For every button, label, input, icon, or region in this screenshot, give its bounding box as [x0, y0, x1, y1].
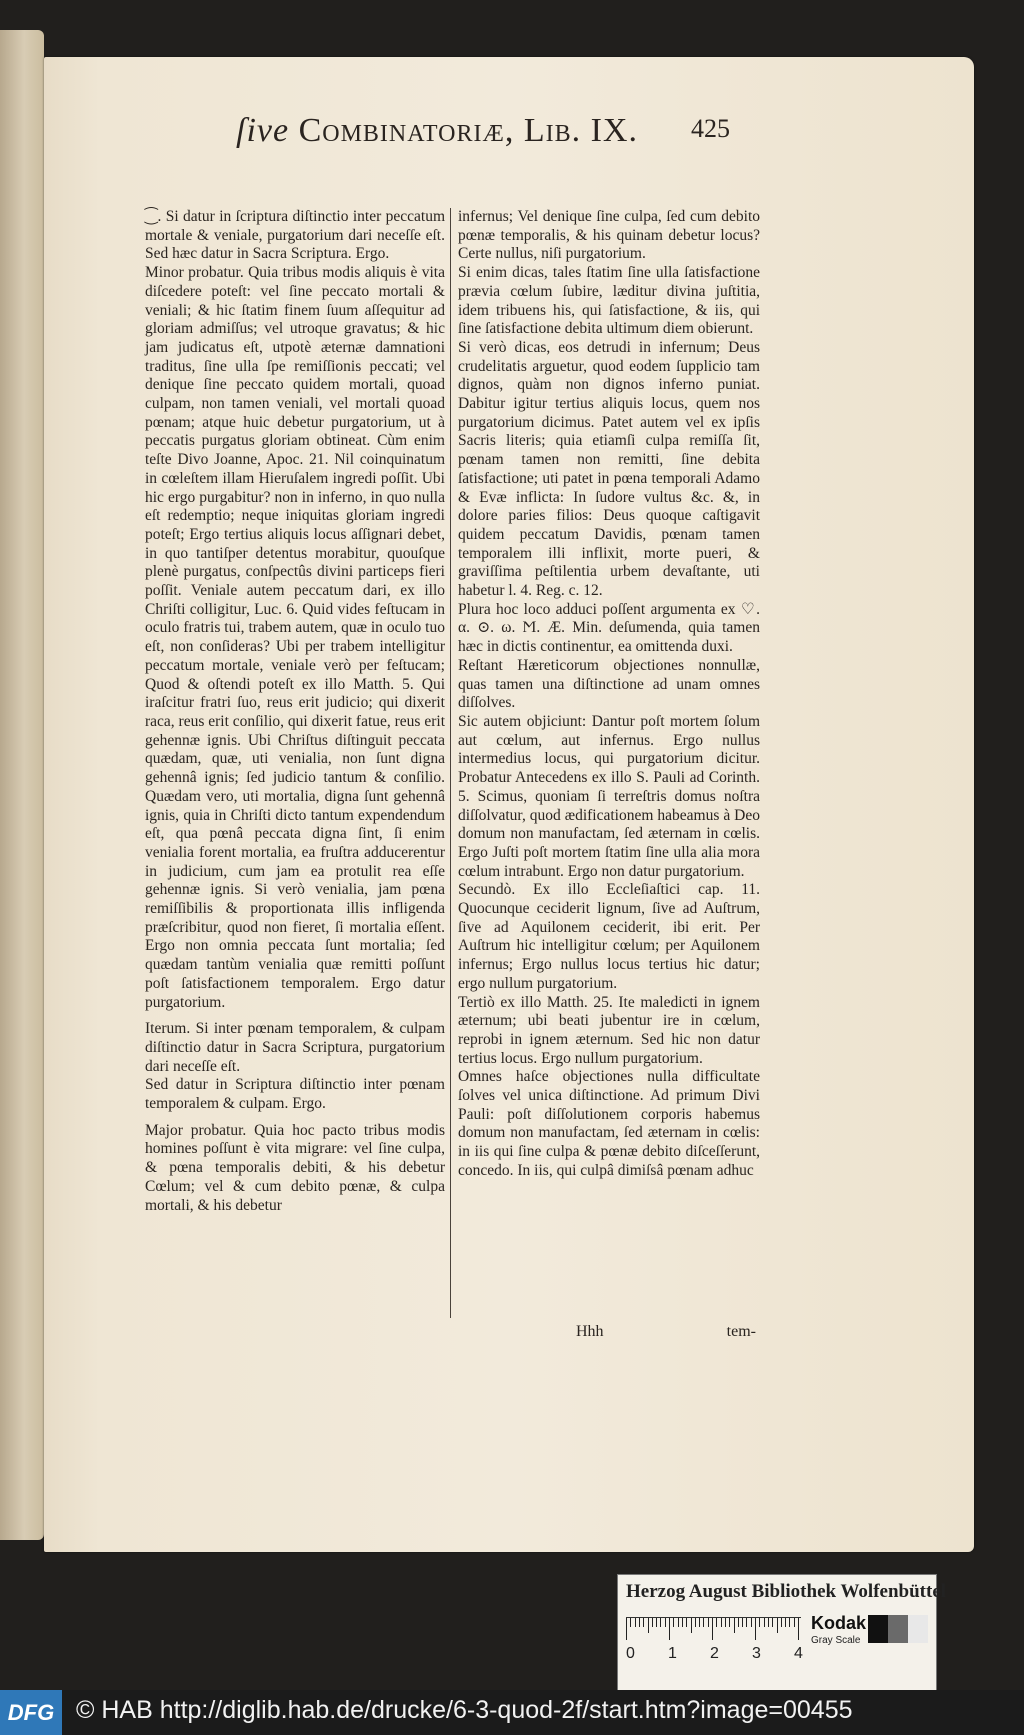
- paragraph: ⁐. Si datur in ſcriptura diſtinctio inter peccatum mortale & veniale, purgatorium dari neceſſe eſt. Sed hæc datur in Sacra Scriptura. Ergo.: [145, 208, 445, 263]
- ruler-tick: [699, 1618, 700, 1627]
- ruler-tick: [703, 1618, 704, 1627]
- ruler-tick: [729, 1618, 730, 1627]
- footer-bar: [0, 1690, 1024, 1735]
- paragraph: Secundò. Ex illo Eccleſiaſtici cap. 11. Quocunque ceciderit lignum, ſive ad Auſtrum, ſive ad Aquilonem ceciderit, ibi erit. Per Auſtrum hic intelligitur cœlum; per Aquilonem infernus; Ergo nullus locus tertius hic datur; ergo nullum purgatorium.: [458, 881, 760, 992]
- scale-number: 2: [710, 1645, 719, 1662]
- gray-patches: [868, 1615, 928, 1643]
- ruler-tick: [785, 1618, 786, 1627]
- ruler-tick: [789, 1618, 790, 1627]
- catchline: [576, 1323, 756, 1345]
- gray-scale-label: Gray Scale: [811, 1635, 861, 1646]
- paragraph: Major probatur. Quia hoc pacto tribus modis homines poſſunt è vita migrare: vel ſine culpa, & pœna temporalis debiti, & his debetur Cœlum; vel & cum debito pœnæ, & culpa mortali, & his debetur: [145, 1121, 445, 1214]
- scale-number: 1: [668, 1645, 677, 1662]
- facing-page-edge: [0, 30, 44, 1540]
- ruler-tick: [716, 1618, 717, 1627]
- dfg-logo: DFG: [0, 1690, 62, 1735]
- scale-numbers: [626, 1645, 806, 1665]
- ruler-tick: [772, 1618, 773, 1627]
- ruler-tick: [721, 1618, 722, 1627]
- paragraph: Tertiò ex illo Matth. 25. Ite maledicti in ignem æternum; ubi beati jubentur ire in cœlum, reprobi in ignem æternum. Sed hic non datur tertius locus. Ergo nullum purgatorium.: [458, 993, 760, 1067]
- ruler-tick: [673, 1618, 674, 1627]
- paragraph: infernus; Vel denique ſine culpa, ſed cum debito pœnæ temporalis, & his quinam debetur locus? Certe nullus, niſi purgatorium.: [458, 208, 760, 263]
- ruler-tick: [759, 1618, 760, 1627]
- ruler-tick: [781, 1618, 782, 1627]
- scale-number: 3: [752, 1645, 761, 1662]
- running-head: [236, 112, 638, 150]
- ruler-tick: [695, 1618, 696, 1627]
- ruler-tick: [635, 1618, 636, 1627]
- scale-number: 0: [626, 1645, 635, 1662]
- ruler-tick: [648, 1618, 649, 1633]
- ruler-tick: [682, 1618, 683, 1627]
- ruler-tick: [678, 1618, 679, 1627]
- ruler-tick: [669, 1618, 670, 1640]
- paragraph: Reſtant Hæreticorum objectiones nonnullæ, quas tamen una diſtinctione ad unam omnes diſſolves.: [458, 656, 760, 712]
- paragraph: Minor probatur. Quia tribus modis aliquis è vita diſcedere poteſt: vel ſine peccato mortali & veniali; & hic ſtatim finem ſuum aſſequitur ad gloriam admiſſus; vel utroque gravatus; & hic jam judicatus eſt, utpotè æternæ damnationi traditus, ſine ulla ſpe remiſſionis peccati; vel denique ſine peccato quidem mortali, quoad culpam, non tamen veniali, vel mortali quoad pœnam; atque huic debetur purgatorium, ut à peccatis purgatus gloriam obtineat. Cùm enim teſte Divo Joanne, Apoc. 21. Nil coinquinatum in cœleſtem illam Hieruſalem ingredi poſſit. Ubi hic ergo purgabitur? non in inferno, in quo nulla eſt redemptio; neque iniquitas gloriam ingredi poteſt; Ergo tertius aliquis locus aſſignari debet, in quo tantiſper detentus morabitur, quouſque plenè purgatus, conſpectûs divini particeps fieri poſſit. Veniale autem peccatum dari, ex illo Chriſti colligitur, Luc. 6. Quid vides feſtucam in oculo fratris tui, trabem autem, quæ in oculo tuo eſt, non conſideras? Ubi per trabem intelligitur peccatum mortale, veniale verò per feſtucam; Quod & oſtendi poteſt ex illo Matth. 5. Qui iraſcitur fratri ſuo, reus erit judicio; qui dixerit raca, reus erit conſilio, qui dixerit fatue, reus erit gehennæ ignis. Ubi Chriſtus diſtinguit peccata quædam, quæ, uti venialia, non ſunt digna gehennâ ignis; ſed judicio tantum & conſilio. Quædam vero, uti mortalia, digna ſunt gehennâ ignis, quia in Chriſti dicto tantum expendendum eſt, qua pœnâ peccata digna ſint, ſi enim venialia forent mortalia, ea fruſtra adducerentur in judicium, cum jam ea protulit rea eſſe gehennæ ignis. Si verò venialia, jam pœna remiſſibilis & proportionata illis infligenda præſcribitur, quod non fieret, ſi mortalia eſſent. Ergo non omnia peccata ſunt mortalia; ſed quædam tantùm venialia quæ remitti poſſunt poſt ſatisfactionem temporalem. Ergo datur purgatorium.: [145, 264, 445, 1011]
- ruler-tick: [630, 1618, 631, 1627]
- ruler-tick: [764, 1618, 765, 1627]
- ruler-tick: [712, 1618, 713, 1640]
- color-scale-card: [617, 1574, 947, 1700]
- ruler-tick: [742, 1618, 743, 1627]
- catchword: tem-: [726, 1323, 756, 1340]
- paragraph: Omnes haſce objectiones nulla difficultate ſolves vel unica diſtinctione. Ad primum Divi Pauli: poſt diſſolutionem corporis habemus domum non manufactam, ſed æternam in cœlis: in iis qui ſine culpa & pœnæ debito diſceſſerunt, concedo. In iis, qui culpâ dimiſsâ pœnam adhuc: [458, 1068, 760, 1179]
- paragraph: Sed datur in Scriptura diſtinctio inter pœnam temporalem & culpam. Ergo.: [145, 1076, 445, 1113]
- ruler-tick: [755, 1618, 756, 1640]
- ruler-tick: [751, 1618, 752, 1627]
- ruler-tick: [626, 1618, 627, 1640]
- ruler-tick: [708, 1618, 709, 1627]
- ruler-tick: [665, 1618, 666, 1627]
- ruler-tick: [777, 1618, 778, 1633]
- ruler-tick: [643, 1618, 644, 1627]
- ruler-tick: [691, 1618, 692, 1633]
- signature-mark: Hhh: [576, 1323, 604, 1340]
- scale-title: Herzog August Bibliothek Wolfenbüttel: [626, 1581, 947, 1602]
- paragraph: Si verò dicas, eos detrudi in infernum; Deus crudelitatis arguetur, quod eodem ſupplicio tam dignos, quàm non dignos inferno puniat. Dabitur igitur tertius aliquis locus, quem nos purgatorium dicimus. Patet autem vel ex ipſis Sacris literis; quia etiamſi culpa remiſſa ſit, pœnam tamen non remitti, ſine debita ſatisfactione; uti patet in pœna temporali Adamo & Evæ inflicta: In ſudore vultus &c. &, in dolore paries filios: Deus quoque caſtigavit quidem peccatum Davidis, pœnam tamen temporalem illi inflixit, morte pueri, & graviſſima peſtilentia urbem devaſtante, uti habetur l. 4. Reg. c. 12.: [458, 338, 760, 600]
- copyright-url[interactable]: © HAB http://diglib.hab.de/drucke/6-3-quod-2f/start.htm?image=00455: [76, 1696, 853, 1724]
- ruler-tick: [768, 1618, 769, 1627]
- ruler-tick: [794, 1618, 795, 1627]
- paragraph: Iterum. Si inter pœnam temporalem, & culpam diſtinctio datur in Sacra Scriptura, purgatorium dari neceſſe eſt.: [145, 1020, 445, 1075]
- paragraph: Si enim dicas, tales ſtatim ſine ulla ſatisfactione prævia cœlum ſubire, læditur divina juſtitia, idem tribuens his, qui ſatisfactione, & iis, qui ſine ſatisfactione debita ultimum diem obierunt.: [458, 264, 760, 338]
- ruler-tick: [738, 1618, 739, 1627]
- ruler-tick: [746, 1618, 747, 1627]
- page-header: [176, 110, 756, 156]
- scale-number: 4: [794, 1645, 803, 1662]
- running-head-lead: ſive: [236, 112, 290, 149]
- page-number: 425: [691, 114, 730, 143]
- right-column: [458, 208, 760, 1181]
- paragraph: Sic autem objiciunt: Dantur poſt mortem ſolum aut cœlum, aut infernus. Ergo nullus intermedius locus, qui purgatorium dicitur. Probatur Antecedens ex illo S. Pauli ad Corinth. 5. Scimus, quoniam ſi terreſtris domus noſtra diſſolvatur, quod ædificationem habeamus à Deo domum non manufactam, ſed æternam in cœlis. Ergo Juſti poſt mortem ſtatim ſine ulla alia mora cœlum intrabunt. Ergo non datur purgatorium.: [458, 712, 760, 880]
- kodak-logo: Kodak: [811, 1613, 867, 1633]
- scale-ruler: [626, 1617, 801, 1642]
- ruler-tick: [798, 1618, 799, 1640]
- ruler-tick: [656, 1618, 657, 1627]
- ruler-tick: [652, 1618, 653, 1627]
- ruler-tick: [725, 1618, 726, 1627]
- ruler-tick: [734, 1618, 735, 1633]
- paragraph: Plura hoc loco adduci poſſent argumenta ex ♡. α. ⊙. ω. Ϻ. Æ. Min. deſumenda, quia tamen hæc in dictis continentur, ea omittenda duxi.: [458, 600, 760, 656]
- running-head-title: Combinatoriæ, Lib. IX.: [298, 112, 638, 149]
- ruler-tick: [660, 1618, 661, 1627]
- column-rule: [450, 208, 451, 1318]
- ruler-tick: [686, 1618, 687, 1627]
- left-column: [145, 208, 445, 1215]
- ruler-tick: [639, 1618, 640, 1627]
